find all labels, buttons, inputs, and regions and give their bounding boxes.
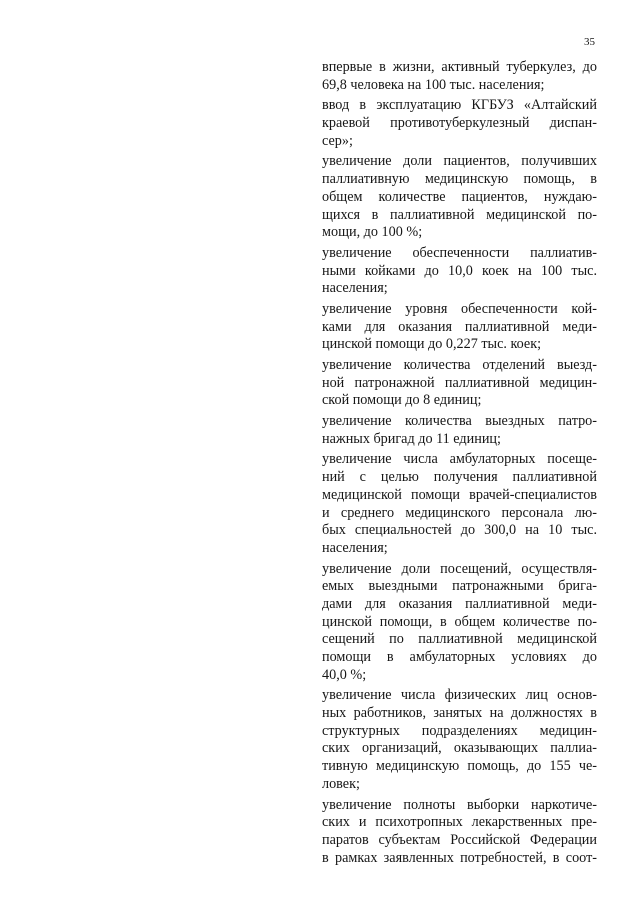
text-line: ных работников, занятых на должностях в (322, 705, 597, 722)
text-line: цинской помощи, в общем количестве по- (322, 613, 597, 630)
text-line: увеличение доли пациентов, получивших (322, 153, 597, 170)
text-line: в рамках заявленных потребностей, в соот- (322, 849, 597, 866)
paragraph (322, 59, 597, 94)
text-line: ками для оказания паллиативной меди- (322, 318, 597, 335)
paragraph (322, 797, 597, 868)
text-line: увеличение количества отделений выезд- (322, 357, 597, 373)
text-line: структурных подразделениях медицин- (322, 722, 597, 739)
text-line: помощи в амбулаторных условиях до (322, 649, 597, 665)
text-line: паллиативную медицинскую помощь, в (322, 171, 597, 188)
text-line: ной патронажной паллиативной медицин- (322, 374, 597, 391)
text-line: ской помощи до 8 единиц; (322, 392, 482, 409)
text-line: емых выездными патронажными брига- (322, 578, 597, 595)
paragraph (322, 301, 597, 354)
text-line: ний с целью получения паллиативной (322, 469, 597, 486)
text-line: ских организаций, оказывающих паллиа- (322, 740, 597, 757)
text-line: щихся в паллиативной медицинской по- (322, 206, 597, 223)
paragraph (322, 687, 597, 793)
text-line: ловек; (322, 775, 360, 792)
paragraph (322, 451, 597, 557)
text-line: цинской помощи до 0,227 тыс. коек; (322, 336, 542, 353)
text-line: населения; (322, 539, 388, 556)
text-line: увеличение доли посещений, осуществля- (322, 560, 597, 577)
text-line: увеличение числа амбулаторных посеще- (322, 451, 597, 468)
text-line: общем количестве пациентов, нуждаю- (322, 188, 597, 205)
text-line: мощи, до 100 %; (322, 224, 423, 241)
paragraph (322, 357, 597, 410)
paragraph (322, 97, 597, 150)
text-line: увеличение полноты выборки наркотиче- (322, 796, 597, 813)
text-line: впервые в жизни, активный туберкулез, до (322, 59, 597, 75)
text-line: сер»; (322, 132, 353, 149)
paragraph (322, 153, 597, 241)
text-line: увеличение обеспеченности паллиатив- (322, 244, 597, 261)
text-line: нажных бригад до 11 единиц; (322, 430, 501, 447)
text-line: тивную медицинскую помощь, до 155 че- (322, 758, 597, 775)
paragraph (322, 561, 597, 685)
text-line: медицинской помощи врачей-специалистов (322, 486, 597, 503)
text-line: ными койками до 10,0 коек на 100 тыс. (322, 262, 597, 279)
text-line: увеличение количества выездных патро- (322, 413, 597, 430)
text-line: увеличение числа физических лиц основ- (322, 687, 597, 704)
paragraph (322, 413, 597, 448)
text-line: 40,0 %; (322, 666, 367, 683)
text-line: ских и психотропных лекарственных пре- (322, 814, 597, 831)
text-line: ввод в эксплуатацию КГБУЗ «Алтайский (322, 97, 597, 114)
text-line: краевой противотуберкулезный диспан- (322, 115, 597, 132)
text-line: дами для оказания паллиативной меди- (322, 595, 597, 612)
text-column (322, 59, 597, 870)
text-line: 69,8 человека на 100 тыс. населения; (322, 76, 545, 93)
text-line: населения; (322, 280, 388, 297)
text-line: сещений по паллиативной медицинской (322, 631, 597, 648)
page-number: 35 (584, 36, 595, 48)
text-line: и среднего медицинского персонала лю- (322, 504, 597, 521)
text-line: паратов субъектам Российской Федерации (322, 831, 597, 848)
text-line: увеличение уровня обеспеченности кой- (322, 300, 597, 317)
paragraph (322, 245, 597, 298)
text-line: бых специальностей до 300,0 на 10 тыс. (322, 522, 597, 539)
